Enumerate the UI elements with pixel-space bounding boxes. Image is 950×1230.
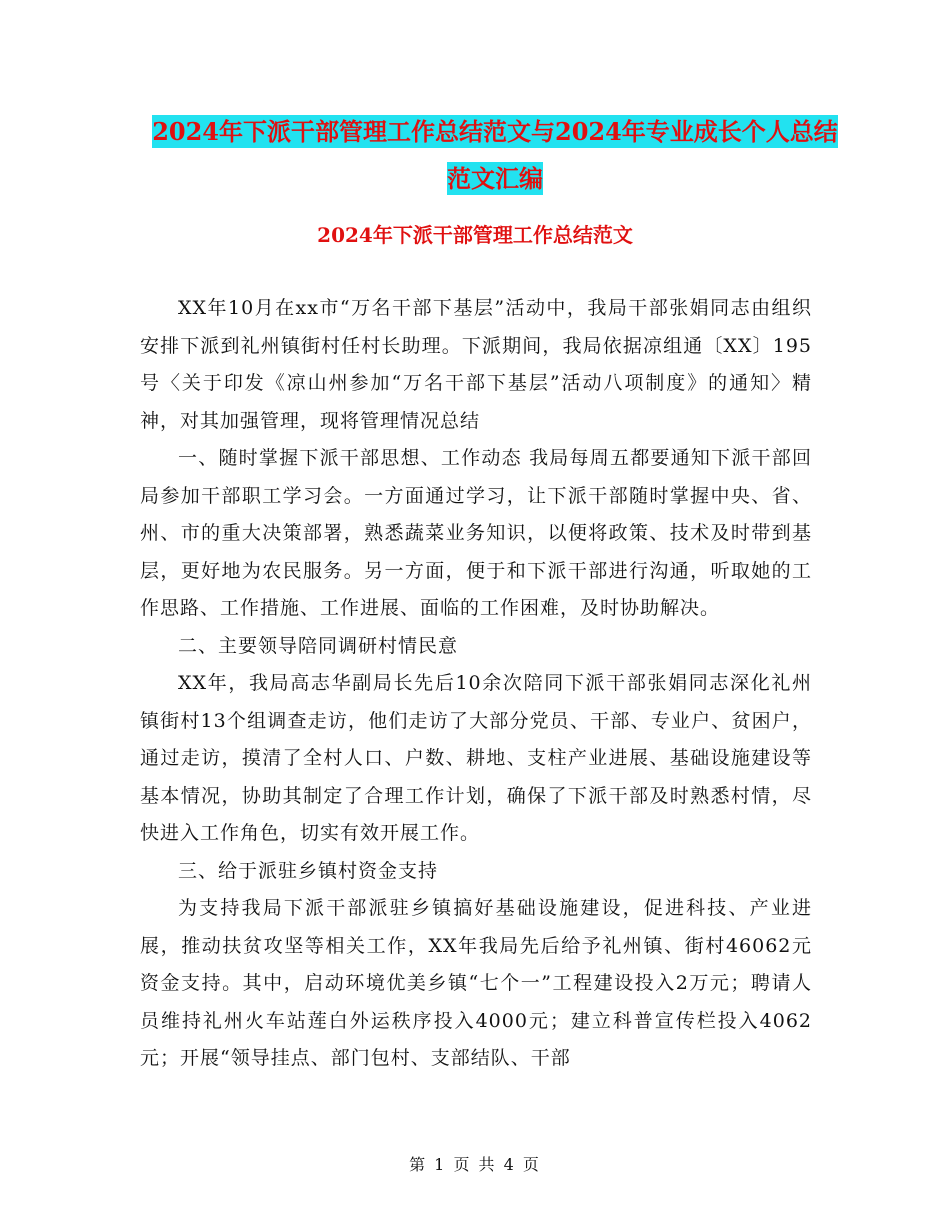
document-title [150, 108, 840, 202]
paragraph-intro: XX年10月在xx市“万名干部下基层”活动中，我局干部张娟同志由组织安排下派到礼州镇街村任村长助理。下派期间，我局依据凉组通〔XX〕195号〈关于印发《凉山州参加“万名干部下基层”活动八项制度》的通知〉精神，对其加强管理，现将管理情况总结 [140, 297, 812, 432]
document-title-text: 2024年下派干部管理工作总结范文与2024年专业成长个人总结范文汇编 [152, 117, 838, 193]
paragraph-section-3: 为支持我局下派干部派驻乡镇搞好基础设施建设，促进科技、产业进展，推动扶贫攻坚等相关工作，XX年我局先后给予礼州镇、街村46062元资金支持。其中，启动环境优美乡镇“七个一”工程建设投入2万元；聘请人员维持礼州火车站莲白外运秩序投入4000元；建立科普宣传栏投入4062元；开展“领导挂点、部门包村、支部结队、干部 [140, 897, 812, 1069]
section-title: 2024年下派干部管理工作总结范文 [317, 223, 633, 247]
paragraph-section-2: XX年，我局高志华副局长先后10余次陪同下派干部张娟同志深化礼州镇街村13个组调查走访，他们走访了大部分党员、干部、专业户、贫困户，通过走访，摸清了全村人口、户数、耕地、支柱产业进展、基础设施建设等基本情况，协助其制定了合理工作计划，确保了下派干部及时熟悉村情，尽快进入工作角色，切实有效开展工作。 [140, 672, 812, 844]
document-body [140, 290, 812, 1078]
page-footer: 第 1 页 共 4 页 [409, 1155, 541, 1174]
paragraph-section-1: 一、随时掌握下派干部思想、工作动态 我局每周五都要通知下派干部回局参加干部职工学习会。一方面通过学习，让下派干部随时掌握中央、省、州、市的重大决策部署，熟悉蔬菜业务知识，以便将政策、技术及时带到基层，更好地为农民服务。另一方面，便于和下派干部进行沟通，听取她的工作思路、工作措施、工作进展、面临的工作困难，及时协助解决。 [140, 447, 812, 619]
heading-section-3: 三、给于派驻乡镇村资金支持 [178, 859, 439, 882]
heading-section-2: 二、主要领导陪同调研村情民意 [178, 634, 459, 657]
